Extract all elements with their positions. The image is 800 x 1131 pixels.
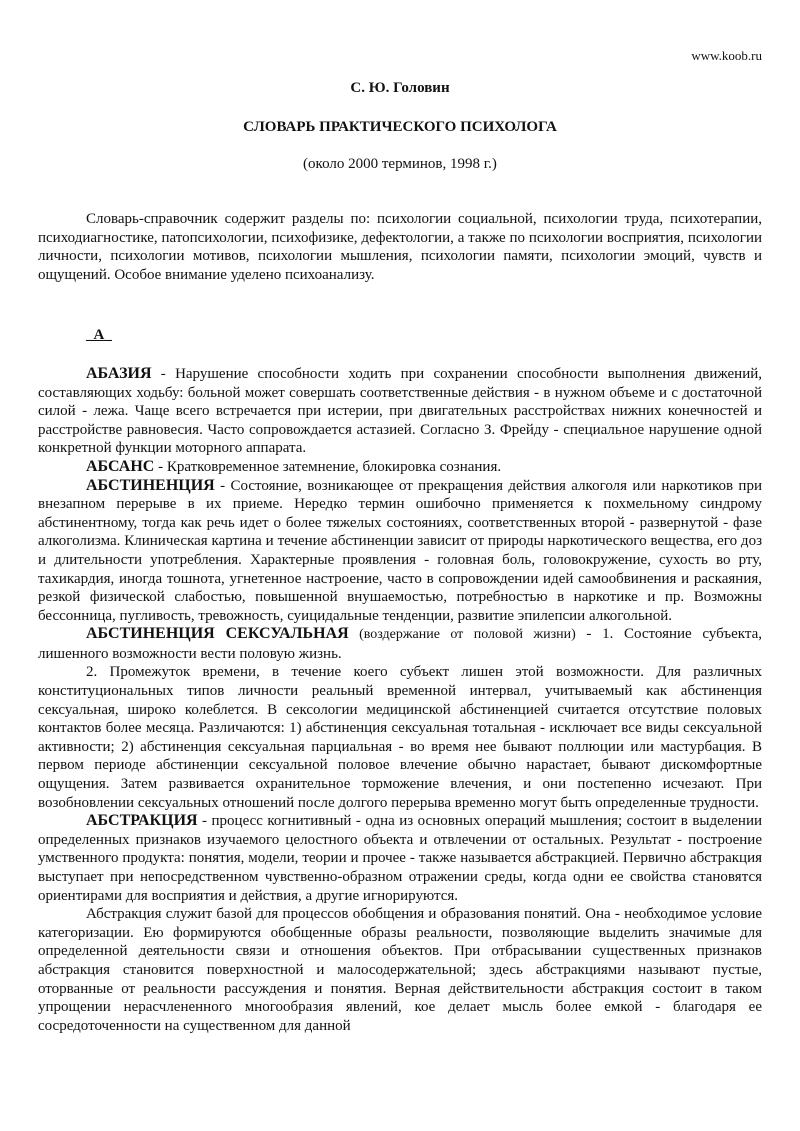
entry-text: - Состояние, возникающее от прекращения действия алкоголя или наркотиков при внезапном перерыве в их приеме. Нередко термин ошибочно применяется к похмельному синдрому абстинентному, тогда как речь идет о более тяжелых состояниях, соответственных второй - развернутой - фазе алкоголизма. Клиническая картина и течение абстиненции зависит от природы наркотического вещества, его доз и длительности употребления. Характерные проявления - головная боль, головокружение, сухость во рту, тахикардия, иногда тошнота, угнетенное настроение, часто в сопровождении идей самообвинения и раскаяния, резкой физической слабостью, повышенной внушаемостью, потребностью в наркотике и пр. Возможны бессонница, пугливость, тревожность, суицидальные тенденции, развитие эпилепсии алкогольной.	[38, 477, 762, 624]
final-paragraph: Абстракция служит базой для процессов обобщения и образования понятий. Она - необходимое условие категоризации. Ею формируются обобщенные образы реальности, позволяющие выделить значимые для определенной деятельности связи и отношения объектов. При отбрасывании существенных признаков абстракция становится поверхностной и малосодержательной; здесь абстракциями называют пустые, оторванные от реальности рассуждения и понятия. Верная действительности абстракция состоит в таком упрощении нерасчлененного многообразия явлений, кое делает мысль более емкой - благодаря ее сосредоточенности на существенном для данной	[38, 906, 762, 1034]
entry-absans	[38, 458, 762, 477]
document-body	[38, 210, 762, 1035]
entry-term: АБАЗИЯ	[86, 364, 152, 382]
entry-term: АБСТИНЕНЦИЯ СЕКСУАЛЬНАЯ	[86, 625, 349, 643]
entry-term: АБСТРАКЦИЯ	[86, 812, 198, 830]
intro-paragraph: Словарь-справочник содержит разделы по: психологии социальной, психологии труда, психотерапии, психодиагностике, патопсихологии, психофизике, дефектологии, а также по психологии восприятия, психологии личности, психологии мотивов, психологии мышления, психологии памяти, психологии эмоций, чувств и ощущений. Особое внимание уделено психоанализу.	[38, 211, 762, 283]
entry-term: АБСАНС	[86, 457, 155, 475]
entry-abstinentsiya-seksualnaya	[38, 625, 762, 663]
section-letter: _А_	[86, 327, 112, 344]
entry-text: - Нарушение способности ходить при сохранении способности выполнения движений, составляющих ходьбу: больной может совершать соответственные действия - в нужном объеме и с достаточной силой - лежа. Чаще всего встречается при истерии, при двигательных расстройствах нижних конечностей и расстройстве равновесия. Часто сопровождается астазией. Согласно З. Фрейду - специальное нарушение одной конкретной функции моторного аппарата.	[38, 365, 762, 457]
site-url[interactable]: www.koob.ru	[691, 48, 762, 63]
document-subtitle: (около 2000 терминов, 1998 г.)	[303, 156, 497, 172]
entry-text: - 1. Состояние субъекта, лишенного возможности вести половую жизнь.	[38, 626, 763, 662]
document-title: СЛОВАРЬ ПРАКТИЧЕСКОГО ПСИХОЛОГА	[243, 119, 557, 135]
entry-qualifier: (воздержание от половой жизни)	[348, 627, 576, 643]
entry-text: - Кратковременное затемнение, блокировка сознания.	[154, 458, 502, 475]
entry-term: АБСТИНЕНЦИЯ	[86, 476, 215, 494]
continuation-paragraph: 2. Промежуток времени, в течение коего субъект лишен этой возможности. Для различных конституциональных типов личности реальный временной интервал, учитываемый как абстиненция сексуальная, широко колеблется. В сексологии медицинской абстиненцией считается отсутствие половых контактов более месяца. Различаются: 1) абстиненция сексуальная тотальная - исключает все виды сексуальной активности; 2) абстиненция сексуальная парциальная - во время нее бывают поллюции или мастурбация. В первом периоде абстиненции сексуальной половое влечение обычно нарастает, бывают дискомфортные ощущения. Затем развивается охранительное торможение влечения, и они постепенно исчезают. При возобновлении сексуальных отношений после долгого перерыва временно могут быть определенные трудности.	[38, 664, 762, 811]
author-name: С. Ю. Головин	[350, 80, 450, 96]
entry-text: - процесс когнитивный - одна из основных операций мышления; состоит в выделении определенных признаков изучаемого целостного объекта и отвлечении от остальных. Результат - построение умственного продукта: понятия, модели, теории и прочее - также называется абстракцией. Первично абстракция выступает при непосредственном чувственно-образном отражении среды, когда одни ее свойства становятся ориентирами для восприятия и действия, а другие игнорируются.	[38, 813, 762, 904]
entry-abstraktsiya	[38, 812, 762, 905]
entry-abaziya	[38, 365, 762, 458]
entry-abstinentsiya	[38, 477, 762, 626]
